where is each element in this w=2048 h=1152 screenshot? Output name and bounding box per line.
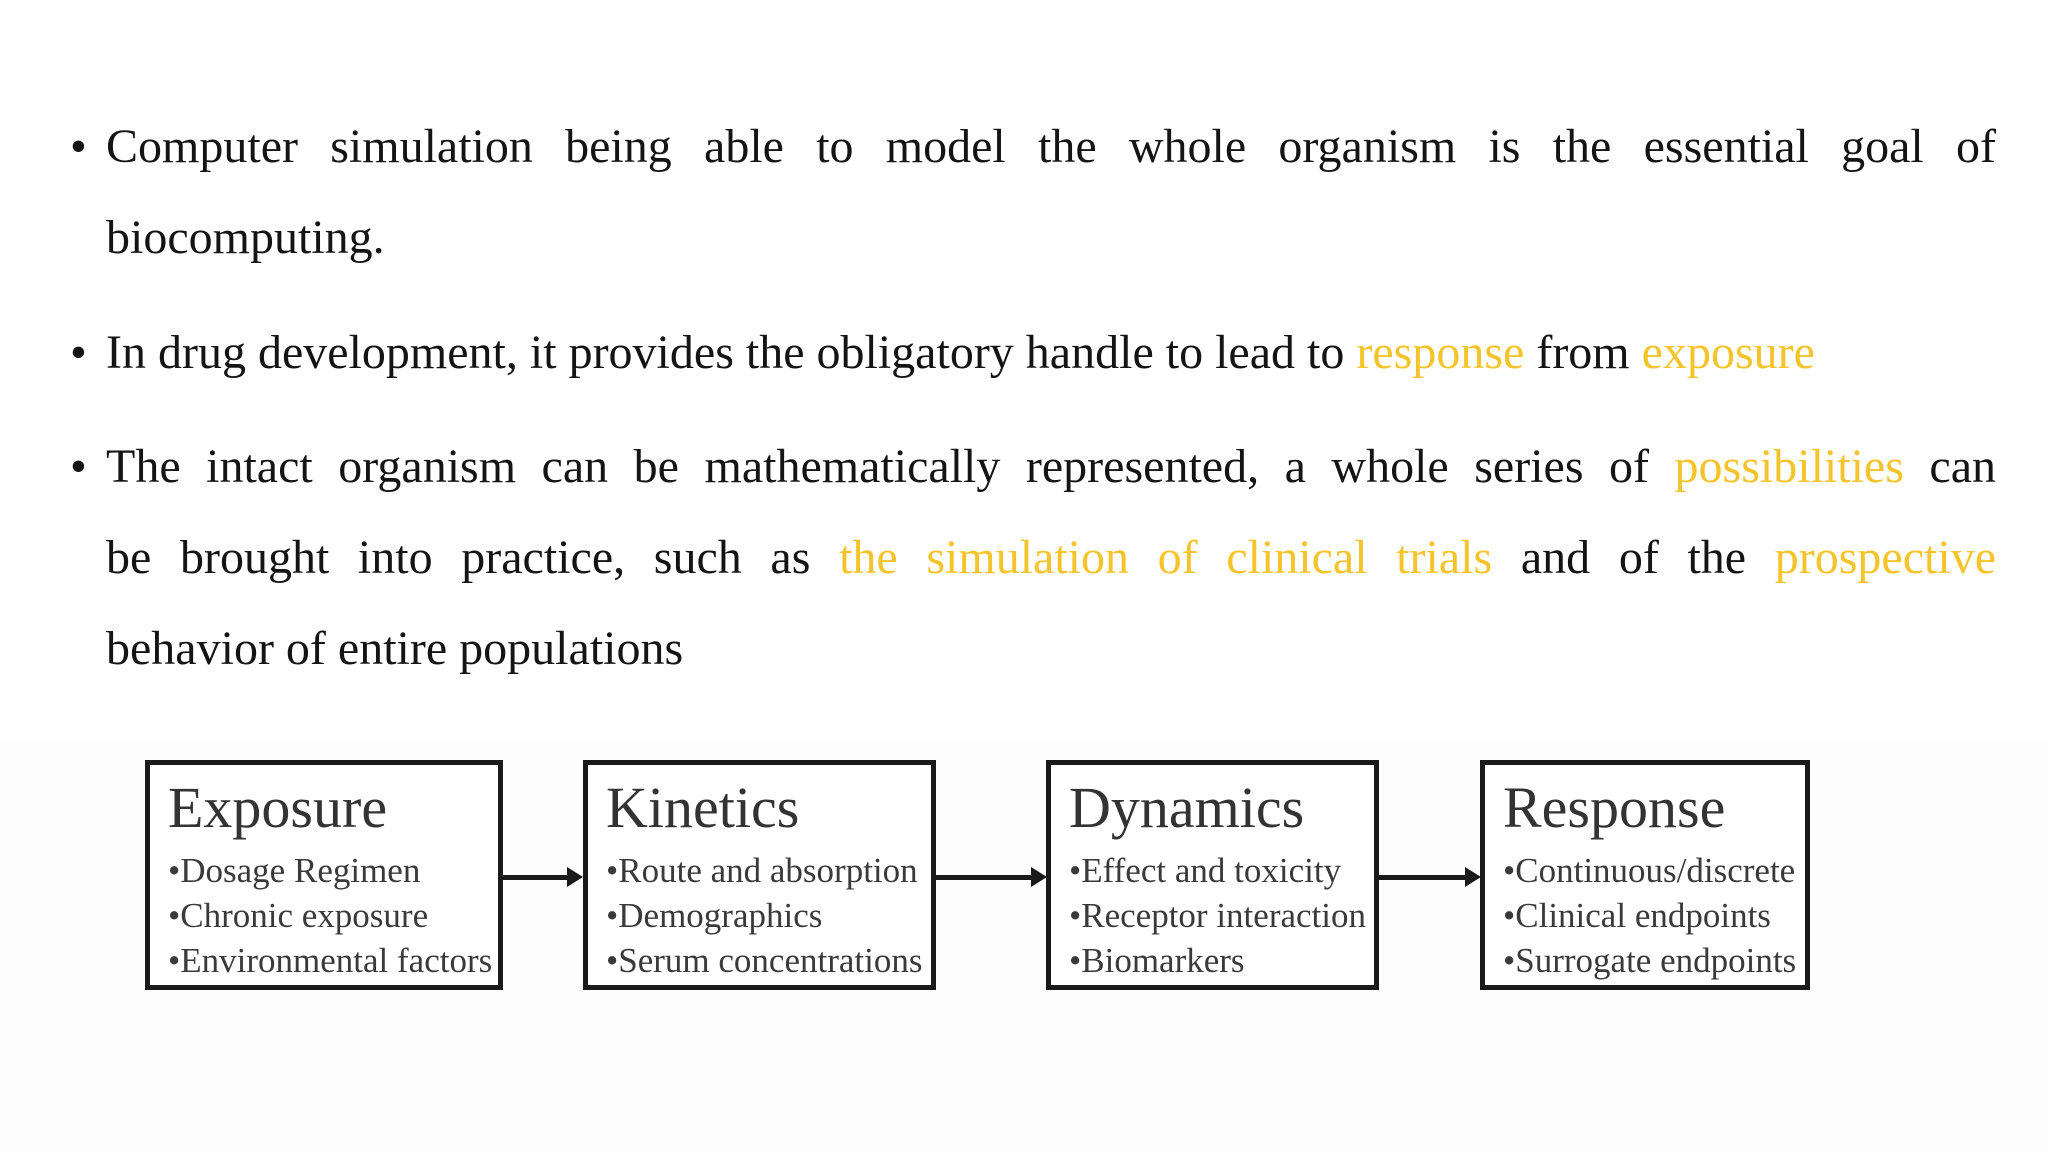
box-item: •Serum concentrations (606, 941, 923, 980)
highlight-response: response (1356, 326, 1525, 379)
bullet-1-line-1: Computer simulation being able to model the whole organism is the essential goal of (106, 120, 1996, 173)
bullet-3-line-3: behavior of entire populations (106, 622, 684, 675)
bullet-2-text: from (1524, 326, 1642, 379)
box-kinetics (583, 760, 936, 990)
bullet-3-text: The intact organism can be mathematically represented, a whole series of (106, 440, 1675, 493)
bullet-marker: • (70, 120, 87, 173)
box-title: Response (1503, 775, 1726, 840)
flow-diagram (0, 740, 2048, 1152)
box-title: Dynamics (1069, 775, 1305, 840)
box-response (1480, 760, 1810, 990)
bullet-3-line-1 (106, 440, 1997, 493)
bullet-3-text: be brought into practice, such as (106, 531, 840, 584)
box-dynamics (1046, 760, 1379, 990)
box-item: •Route and absorption (606, 851, 918, 890)
bullet-2-line-1 (106, 326, 1815, 379)
bullet-3-text: can (1903, 440, 1997, 493)
box-item: •Effect and toxicity (1069, 851, 1342, 890)
bullet-2-text: In drug development, it provides the obligatory handle to lead to (106, 326, 1357, 379)
bullet-marker: • (70, 326, 87, 379)
box-item: •Biomarkers (1069, 941, 1245, 980)
highlight-possibilities: possibilities (1674, 440, 1904, 493)
arrow-line (1379, 875, 1465, 880)
arrow-head-icon (567, 867, 583, 887)
box-title: Kinetics (606, 775, 800, 840)
arrow-line (936, 875, 1031, 880)
box-item: •Environmental factors (168, 941, 493, 980)
box-title: Exposure (168, 775, 388, 840)
box-item: •Surrogate endpoints (1503, 941, 1797, 980)
box-item: •Chronic exposure (168, 896, 429, 935)
bullet-3-text: and of the (1492, 531, 1775, 584)
highlight-exposure: exposure (1641, 326, 1815, 379)
bullet-1-line-2: biocomputing. (106, 211, 385, 264)
box-exposure (145, 760, 503, 990)
arrow-line (503, 875, 567, 880)
bullet-marker: • (70, 440, 87, 493)
arrow-head-icon (1031, 867, 1047, 887)
box-item: •Demographics (606, 896, 823, 935)
bullet-3-line-2 (106, 531, 1996, 584)
highlight-simulation-clinical-trials: the simulation of clinical trials (839, 531, 1493, 584)
box-item: •Dosage Regimen (168, 851, 421, 890)
highlight-prospective: prospective (1774, 531, 1996, 584)
box-item: •Continuous/discrete (1503, 851, 1796, 890)
box-item: •Clinical endpoints (1503, 896, 1771, 935)
arrow-head-icon (1465, 867, 1481, 887)
box-item: •Receptor interaction (1069, 896, 1366, 935)
